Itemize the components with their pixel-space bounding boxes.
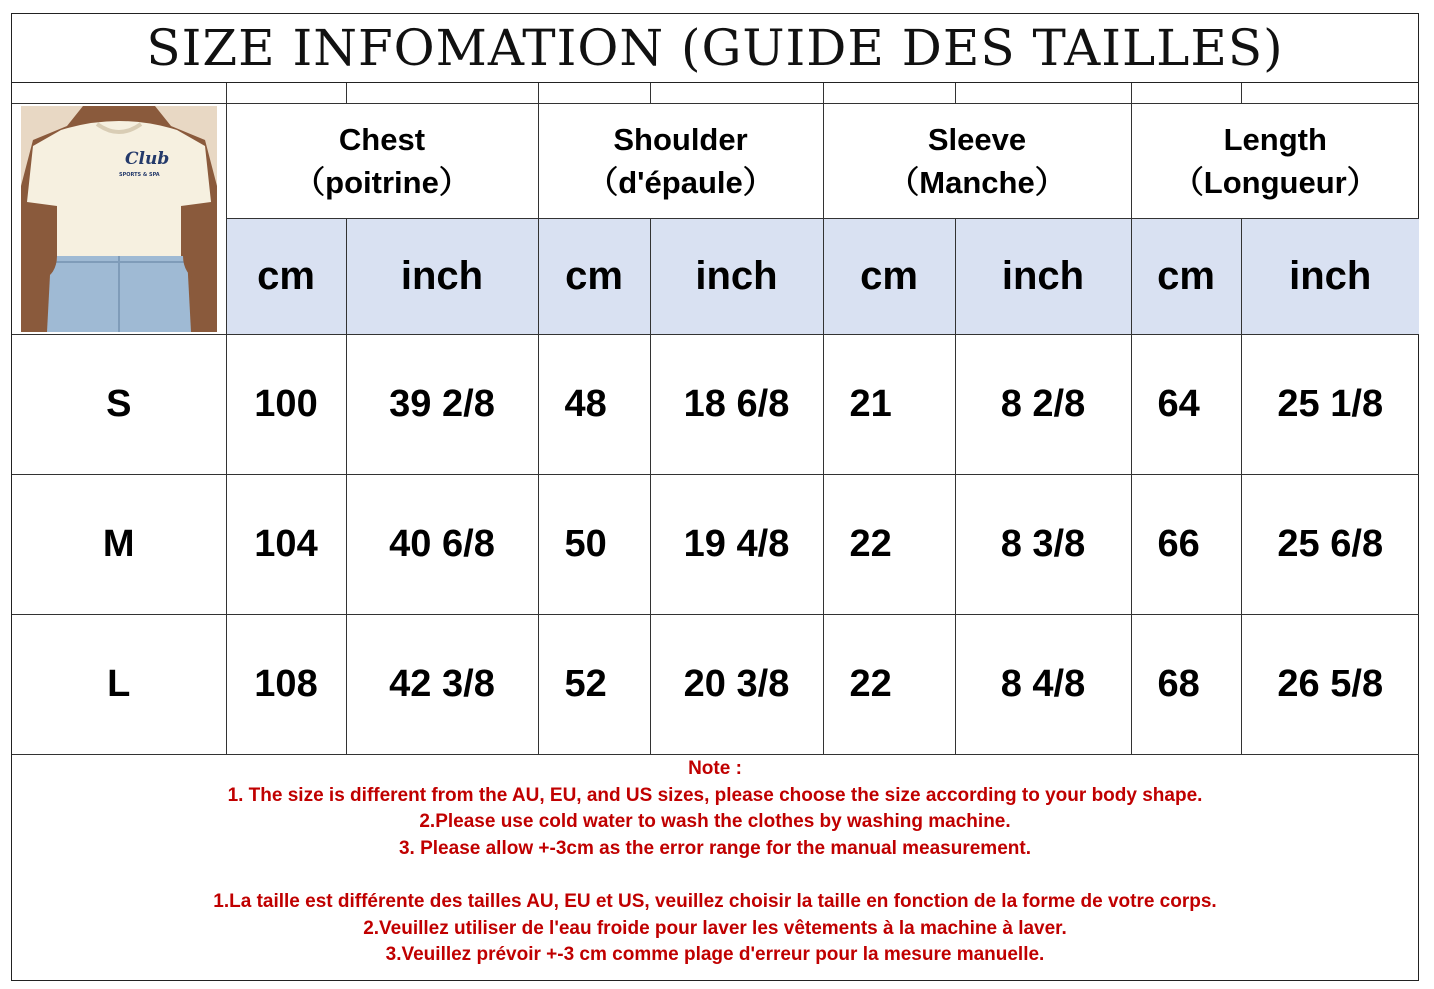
shoulder-inch-value: 20 3/8 xyxy=(650,614,823,754)
note-line: 2.Please use cold water to wash the clothes by washing machine. xyxy=(419,811,1011,833)
measure-header-length xyxy=(1131,103,1419,218)
length-cm-value: 68 xyxy=(1131,614,1241,754)
measure-header-sleeve xyxy=(823,103,1131,218)
unit-cm: cm xyxy=(1131,218,1241,334)
shoulder-cm-value: 52 xyxy=(538,614,650,754)
spacer-cell xyxy=(955,83,1131,103)
measure-name: Chest xyxy=(338,121,426,157)
spacer-cell xyxy=(650,83,823,103)
chest-inch-value: 42 3/8 xyxy=(346,614,538,754)
measure-name: Length xyxy=(1223,121,1327,157)
sleeve-inch-value: 8 4/8 xyxy=(955,614,1131,754)
size-label: L xyxy=(12,614,226,754)
spacer-row xyxy=(12,83,1419,103)
shirt-print-text: Club xyxy=(124,148,169,169)
chart-title: SIZE INFOMATION (GUIDE DES TAILLES) xyxy=(12,14,1418,83)
size-label: S xyxy=(12,334,226,474)
measure-subname: （poitrine） xyxy=(294,164,470,200)
spacer-cell xyxy=(1241,83,1419,103)
length-cm-value: 66 xyxy=(1131,474,1241,614)
sleeve-cm-value: 21 xyxy=(823,334,955,474)
unit-inch: inch xyxy=(346,218,538,334)
spacer-cell xyxy=(346,83,538,103)
size-row-l xyxy=(12,614,1419,754)
notes-block xyxy=(12,756,1418,981)
product-photo xyxy=(21,106,217,332)
size-label: M xyxy=(12,474,226,614)
unit-inch: inch xyxy=(1241,218,1419,334)
tshirt-model-illustration xyxy=(21,106,217,332)
unit-cm: cm xyxy=(823,218,955,334)
shoulder-inch-value: 19 4/8 xyxy=(650,474,823,614)
size-chart-sheet xyxy=(11,13,1419,981)
sleeve-cm-value: 22 xyxy=(823,614,955,754)
measure-header-chest xyxy=(226,103,538,218)
measure-name: Shoulder xyxy=(613,121,748,157)
length-inch-value: 26 5/8 xyxy=(1241,614,1419,754)
note-line: 1. The size is different from the AU, EU, and US sizes, please choose the size according to your body shape. xyxy=(227,784,1203,806)
product-photo-cell xyxy=(12,103,226,334)
chest-cm-value: 104 xyxy=(226,474,346,614)
length-inch-value: 25 6/8 xyxy=(1241,474,1419,614)
sleeve-inch-value: 8 3/8 xyxy=(955,474,1131,614)
spacer-cell xyxy=(12,83,226,103)
spacer-cell xyxy=(226,83,346,103)
note-heading: Note : xyxy=(688,758,742,779)
shoulder-cm-value: 50 xyxy=(538,474,650,614)
unit-cm: cm xyxy=(538,218,650,334)
spacer-cell xyxy=(538,83,650,103)
note-line: 3.Veuillez prévoir +-3 cm comme plage d'erreur pour la mesure manuelle. xyxy=(385,944,1045,966)
spacer-cell xyxy=(823,83,955,103)
note-line: 3. Please allow +-3cm as the error range for the manual measurement. xyxy=(398,837,1031,859)
unit-inch: inch xyxy=(955,218,1131,334)
measure-name: Sleeve xyxy=(927,121,1027,157)
unit-inch: inch xyxy=(650,218,823,334)
shirt-print-subtext: SPORTS & SPA xyxy=(118,171,160,178)
measure-subname: （d'épaule） xyxy=(587,164,774,200)
length-cm-value: 64 xyxy=(1131,334,1241,474)
chest-inch-value: 40 6/8 xyxy=(346,474,538,614)
sleeve-cm-value: 22 xyxy=(823,474,955,614)
measure-header-row xyxy=(12,103,1419,218)
size-table xyxy=(12,83,1419,755)
measure-subname: （Longueur） xyxy=(1172,164,1378,200)
size-row-s xyxy=(12,334,1419,474)
note-line: 2.Veuillez utiliser de l'eau froide pour laver les vêtements à la machine à laver. xyxy=(363,917,1067,939)
chest-inch-value: 39 2/8 xyxy=(346,334,538,474)
note-blank-line xyxy=(12,862,1418,889)
unit-cm: cm xyxy=(226,218,346,334)
spacer-cell xyxy=(1131,83,1241,103)
measure-subname: （Manche） xyxy=(888,164,1066,200)
size-row-m xyxy=(12,474,1419,614)
shoulder-inch-value: 18 6/8 xyxy=(650,334,823,474)
shoulder-cm-value: 48 xyxy=(538,334,650,474)
measure-header-shoulder xyxy=(538,103,823,218)
chest-cm-value: 100 xyxy=(226,334,346,474)
chest-cm-value: 108 xyxy=(226,614,346,754)
length-inch-value: 25 1/8 xyxy=(1241,334,1419,474)
sleeve-inch-value: 8 2/8 xyxy=(955,334,1131,474)
note-line: 1.La taille est différente des tailles AU, EU et US, veuillez choisir la taille en fonction de la forme de votre corps. xyxy=(213,890,1217,912)
